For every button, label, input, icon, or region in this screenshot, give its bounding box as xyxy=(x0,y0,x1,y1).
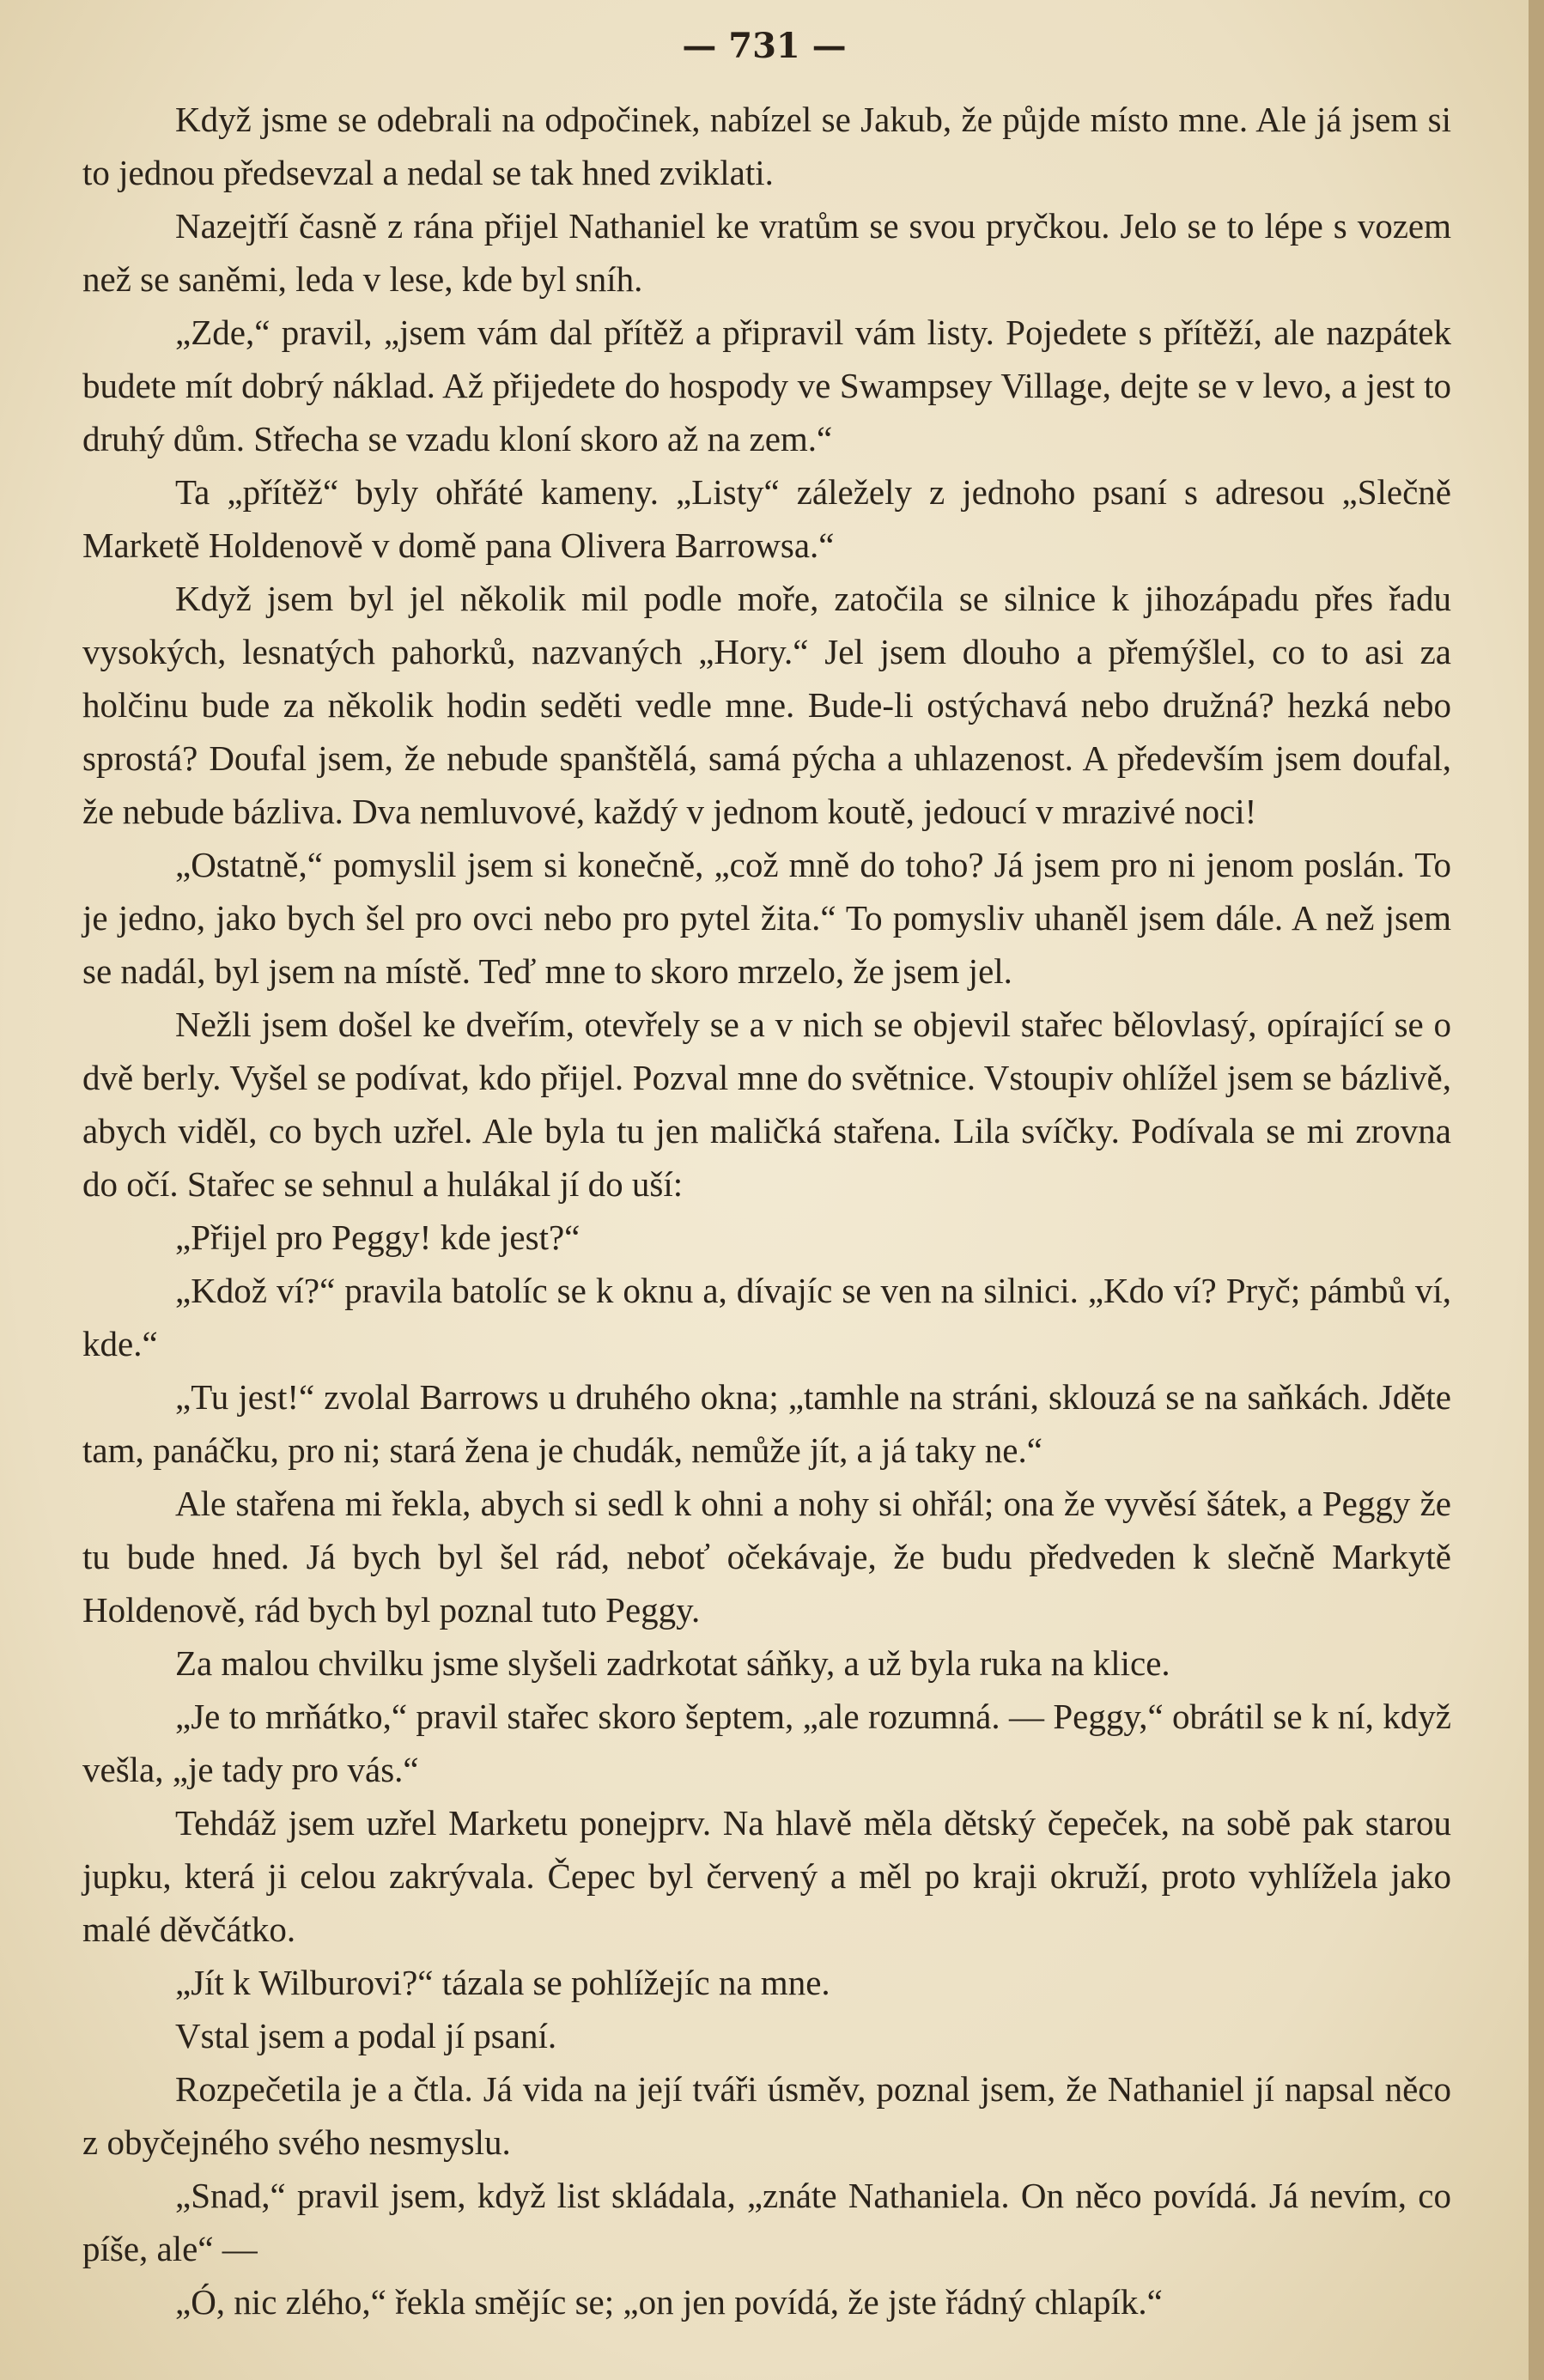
paragraph: Když jsem byl jel několik mil podle moře, zatočila se silnice k jihozápadu přes řadu vysokých, lesnatých pahorků, nazvaných „Hory.“ Jel jsem dlouho a přemýšlel, co to asi za holčinu bude za několik hodin seděti vedle mne. Bude-li ostýchavá nebo družná? hezká nebo sprostá? Doufal jsem, že nebude spanštělá, samá pýcha a uhlazenost. A především jsem doufal, že nebude bázliva. Dva nemluvové, každý v jednom koutě, jedoucí v mrazivé noci! xyxy=(82,579,1451,831)
paragraph: Nazejtří časně z rána přijel Nathaniel ke vratům se svou pryčkou. Jelo se to lépe s vozem než se saněmi, leda v lese, kde byl sníh. xyxy=(82,206,1451,299)
paragraph: „Snad,“ pravil jsem, když list skládala, „znáte Nathaniela. On něco povídá. Já nevím, co píše, ale“ — xyxy=(82,2176,1451,2268)
paragraph: „Zde,“ pravil, „jsem vám dal přítěž a připravil vám listy. Pojedete s přítěží, ale nazpátek budete mít dobrý náklad. Až přijedete do hospody ve Swampsey Village, dejte se v levo, a jest to druhý dům. Střecha se vzadu kloní skoro až na zem.“ xyxy=(82,313,1451,458)
paragraph: Ta „přítěž“ byly ohřáté kameny. „Listy“ záležely z jednoho psaní s adresou „Slečně Marketě Holdenově v domě pana Olivera Barrowsa.“ xyxy=(82,472,1451,565)
body-text xyxy=(82,93,1451,2328)
paragraph: „Je to mrňátko,“ pravil stařec skoro šeptem, „ale rozumná. — Peggy,“ obrátil se k ní, když vešla, „je tady pro vás.“ xyxy=(82,1697,1451,1789)
paragraph: Tehdáž jsem uzřel Marketu ponejprv. Na hlavě měla dětský čepeček, na sobě pak starou jupku, která ji celou zakrývala. Čepec byl červený a měl po kraji okruží, proto vyhlížela jako malé děvčátko. xyxy=(82,1803,1451,1949)
paragraph: Rozpečetila je a čtla. Já vida na její tváři úsměv, poznal jsem, že Nathaniel jí napsal něco z obyčejného svého nesmyslu. xyxy=(82,2069,1451,2162)
paragraph: „Přijel pro Peggy! kde jest?“ xyxy=(175,1217,581,1257)
page-number: — 731 — xyxy=(682,26,847,66)
paragraph: Nežli jsem došel ke dveřím, otevřely se a v nich se objevil stařec bělovlasý, opírající se o dvě berly. Vyšel se podívat, kdo přijel. Pozval mne do světnice. Vstoupiv ohlížel jsem se bázlivě, abych viděl, co bych uzřel. Ale byla tu jen maličká stařena. Lila svíčky. Podívala se mi zrovna do očí. Stařec se sehnul a hulákal jí do uší: xyxy=(82,1005,1451,1204)
paragraph: Vstal jsem a podal jí psaní. xyxy=(175,2016,557,2055)
paragraph: „Ó, nic zlého,“ řekla smějíc se; „on jen povídá, že jste řádný chlapík.“ xyxy=(175,2282,1163,2322)
paragraph: Když jsme se odebrali na odpočinek, nabízel se Jakub, že půjde místo mne. Ale já jsem si to jednou předsevzal a nedal se tak hned zviklati. xyxy=(82,100,1451,192)
paragraph: Za malou chvilku jsme slyšeli zadrkotat sáňky, a už byla ruka na klice. xyxy=(175,1643,1170,1683)
paragraph: „Ostatně,“ pomyslil jsem si konečně, „což mně do toho? Já jsem pro ni jenom poslán. To je jedno, jako bych šel pro ovci nebo pro pytel žita.“ To pomysliv uhaněl jsem dále. A než jsem se nadál, byl jsem na místě. Teď mne to skoro mrzelo, že jsem jel. xyxy=(82,845,1451,991)
paragraph: Ale stařena mi řekla, abych si sedl k ohni a nohy si ohřál; ona že vyvěsí šátek, a Peggy že tu bude hned. Já bych byl šel rád, neboť očekávaje, že budu předveden k slečně Markytě Holdenově, rád bych byl poznal tuto Peggy. xyxy=(82,1484,1451,1630)
paragraph: „Kdož ví?“ pravila batolíc se k oknu a, dívajíc se ven na silnici. „Kdo ví? Pryč; pámbů ví, kde.“ xyxy=(82,1271,1451,1363)
paragraph: „Jít k Wilburovi?“ tázala se pohlížejíc na mne. xyxy=(175,1963,830,2002)
paragraph: „Tu jest!“ zvolal Barrows u druhého okna; „tamhle na stráni, sklouzá se na saňkách. Jděte tam, panáčku, pro ni; stará žena je chudák, nemůže jít, a já taky ne.“ xyxy=(82,1377,1451,1470)
